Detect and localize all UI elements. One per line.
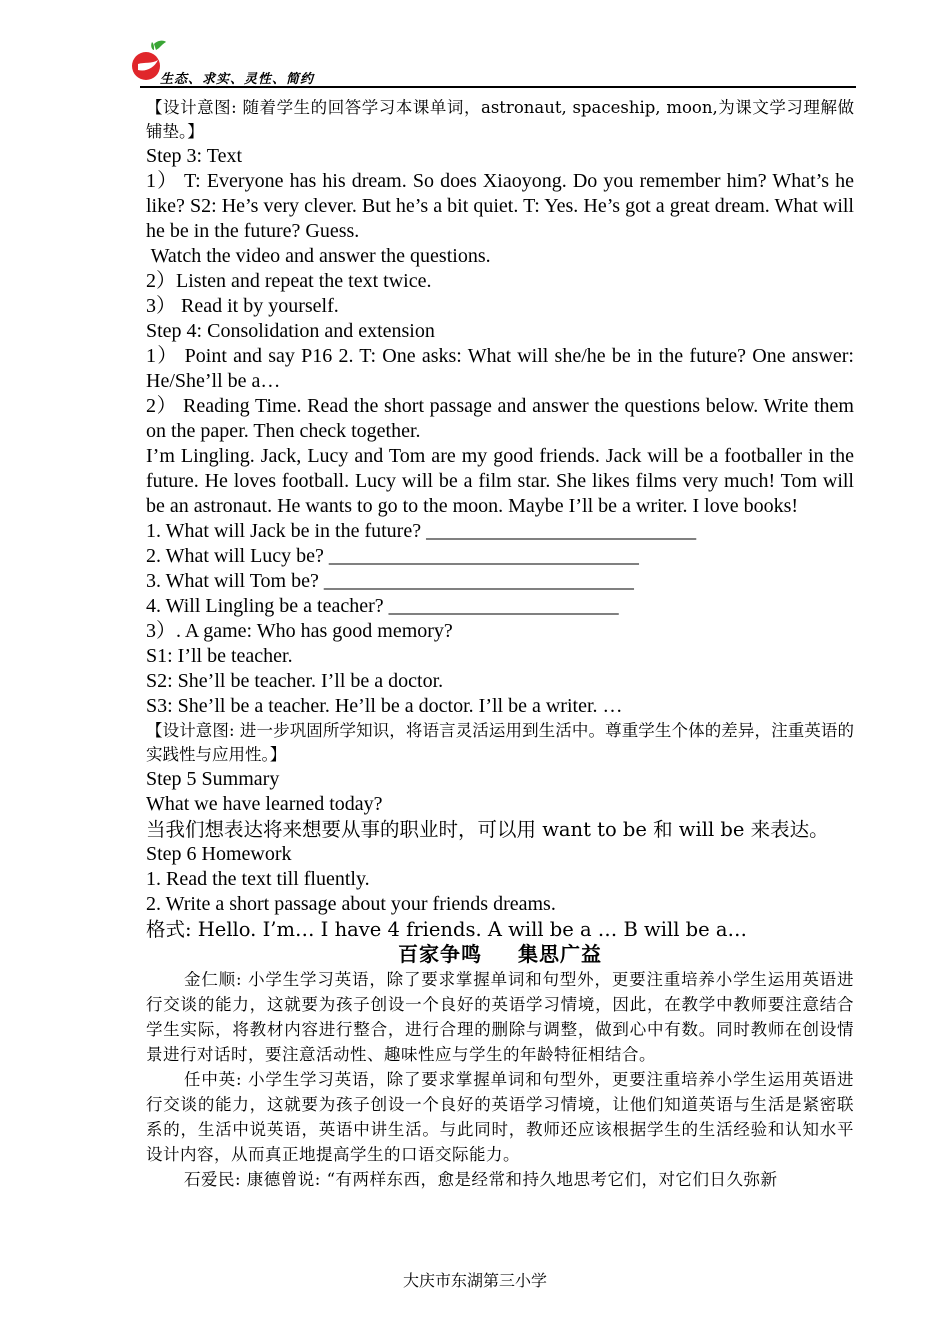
discussion-paragraph-2: 任中英: 小学生学习英语，除了要求掌握单词和句型外，更要注重培养小学生运用英语进行交谈的能力，这就要为孩子创设一个良好的英语学习情境，让他们知道英语与生活是紧密联系的，生活中说英语，英语中讲生活。与此同时，教师还应该根据学生的生活经验和认知水平设计内容，从而真正地提高学生的口语交际能力。	[146, 1070, 854, 1164]
question-2: 2. What will Lucy be? _______________________________	[146, 545, 639, 567]
game-s2: S2: She’ll be teacher. I’ll be a doctor.	[146, 670, 444, 692]
game-s3: S3: She’ll be a teacher. He’ll be a doctor. I’ll be a writer. …	[146, 695, 623, 717]
discussion-paragraph-3: 石爱民: 康德曾说: “有两样东西，愈是经常和持久地思考它们，对它们日久弥新	[184, 1170, 778, 1189]
discussion-title-a: 百家争鸣	[398, 942, 482, 966]
step3-item-1: 1） T: Everyone has his dream. So does Xiaoyong. Do you remember him? What’s he like? S2: He’s very clever. But he’s a bit quiet. T: Yes. He’s got a great dream. What will he be in the future? Guess.	[146, 170, 854, 242]
homework-2: 2. Write a short passage about your friends dreams.	[146, 893, 556, 915]
header-divider	[140, 86, 856, 88]
question-4: 4. Will Lingling be a teacher? _______________________	[146, 595, 619, 617]
footer-school-name: 大庆市东湖第三小学	[402, 1271, 547, 1290]
step4-title: Step 4: Consolidation and extension	[146, 320, 435, 342]
question-1: 1. What will Jack be in the future? ___________________________	[146, 520, 697, 542]
homework-format: 格式: Hello. I’m… I have 4 friends. A will be a … B will be a…	[146, 918, 747, 941]
step4-item-1: 1） Point and say P16 2. T: One asks: What will she/he be in the future? One answer: He/She’ll be a…	[146, 345, 854, 392]
step3-item-1b: Watch the video and answer the questions.	[146, 245, 491, 267]
game-s1: S1: I’ll be teacher.	[146, 645, 293, 667]
header-motto: 生态、求实、灵性、简约	[160, 72, 315, 87]
homework-1: 1. Read the text till fluently.	[146, 868, 370, 890]
game-title: 3）. A game: Who has good memory?	[146, 620, 453, 642]
step6-title: Step 6 Homework	[146, 843, 292, 865]
step5-question: What we have learned today?	[146, 793, 383, 815]
step3-title: Step 3: Text	[146, 145, 243, 167]
discussion-title	[146, 942, 854, 967]
discussion-paragraph-1: 金仁顺: 小学生学习英语，除了要求掌握单词和句型外，更要注重培养小学生运用英语进行交谈的能力，这就要为孩子创设一个良好的英语学习情境，因此，在教学中教师要注意结合学生实际，将教材内容进行整合，进行合理的删除与调整，做到心中有数。同时教师在创设情景进行对话时，要注意活动性、趣味性应与学生的年龄特征相结合。	[146, 970, 854, 1064]
step3-item-3: 3） Read it by yourself.	[146, 295, 339, 317]
page-content	[146, 96, 854, 1192]
design-note-2: 【设计意图: 进一步巩固所学知识，将语言灵活运用到生活中。尊重学生个体的差异，注重英语的实践性与应用性。】	[146, 721, 854, 764]
question-3: 3. What will Tom be? _______________________________	[146, 570, 634, 592]
design-note-1: 【设计意图: 随着学生的回答学习本课单词，astronaut, spaceship, moon,为课文学习理解做铺垫。】	[146, 98, 854, 141]
discussion-title-b: 集思广益	[518, 942, 602, 966]
step4-item-2: 2） Reading Time. Read the short passage and answer the questions below. Write them on the paper. Then check together.	[146, 395, 854, 442]
step5-summary-cn: 当我们想表达将来想要从事的职业时，可以用 want to be 和 will be 来表达。	[146, 818, 829, 841]
step5-title: Step 5 Summary	[146, 768, 280, 790]
step3-item-2: 2）Listen and repeat the text twice.	[146, 270, 432, 292]
reading-passage: I’m Lingling. Jack, Lucy and Tom are my good friends. Jack will be a footballer in the future. He loves football. Lucy will be a film star. She likes films very much! Tom will be an astronaut. He wants to go to the moon. Maybe I’ll be a writer. I love books!	[146, 445, 854, 517]
